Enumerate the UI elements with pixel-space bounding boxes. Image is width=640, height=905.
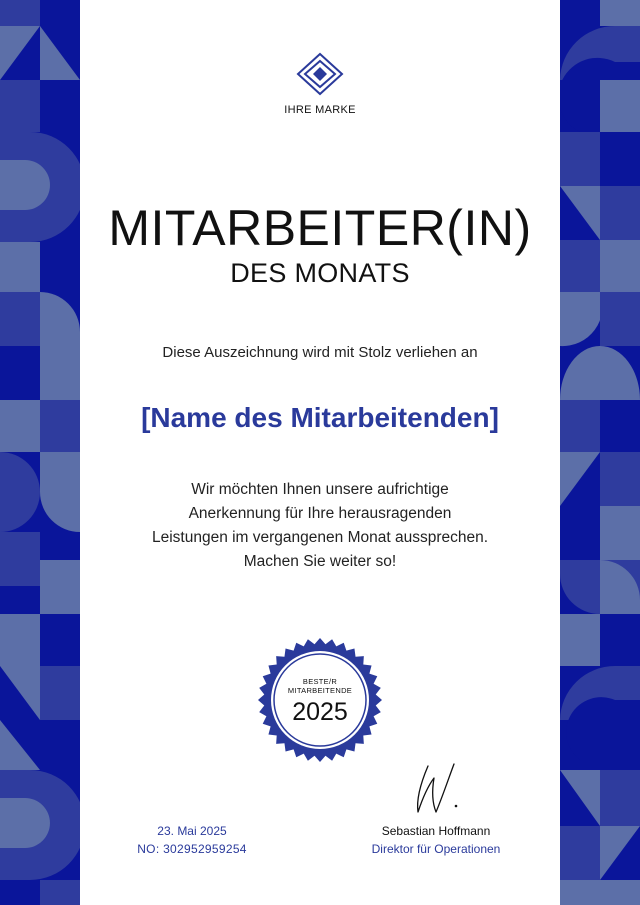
seal-line-2: MITARBEITENDE [287,686,353,695]
award-intro-text: Diese Auszeichnung wird mit Stolz verliehen an [162,344,478,361]
recipient-name: [Name des Mitarbeitenden] [141,402,499,433]
certificate-title: MITARBEITER(IN) [108,200,532,256]
right-pattern-border [560,0,640,905]
seal-line-1: BESTE/R [302,677,338,686]
certificate-paper [80,0,560,905]
left-pattern-border [0,0,80,905]
signer-role: Direktor für Operationen [371,842,501,856]
handwritten-signature [406,758,468,820]
signer-name: Sebastian Hoffmann [381,824,491,838]
brand-name: IHRE MARKE [284,104,356,116]
seal-year: 2025 [292,698,348,726]
award-message: Wir möchten Ihnen unsere aufrichtige Anerkennung für Ihre herausragenden Leistungen im vergangenen Monat aussprechen. Machen Sie weiter so! [151,481,489,570]
issue-date: 23. Mai 2025 [157,824,227,838]
diamond-logo-icon [296,52,344,96]
certificate-number: NO: 302952959254 [137,842,247,856]
certificate-subtitle: DES MONATS [230,258,410,288]
